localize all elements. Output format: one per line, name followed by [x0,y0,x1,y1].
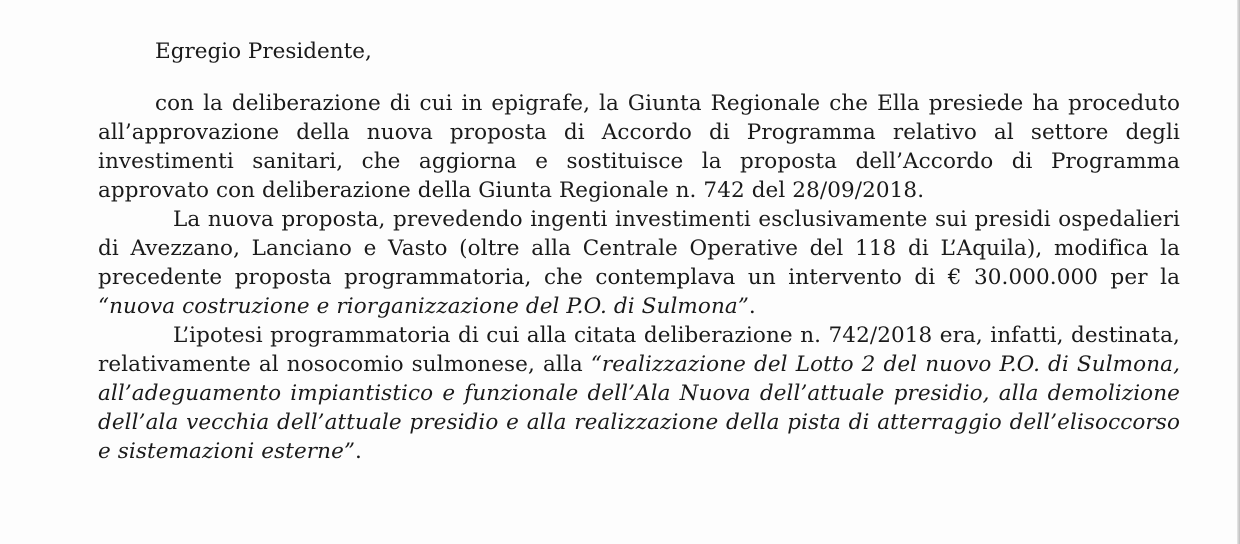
paragraph-1: con la deliberazione di cui in epigrafe, la Giunta Regionale che Ella presiede ha proceduto all’approvazione della nuova proposta di Accordo di Programma relativo al settore degli investimenti sanitari, che aggiorna e sostituisce la proposta dell’Accordo di Programma approvato con deliberazione della Giunta Regionale n. 742 del 28/09/2018. [98,91,1180,203]
letter-body [98,89,1180,466]
paragraph-2-quote: “nuova costruzione e riorganizzazione del P.O. di Sulmona” [98,294,749,319]
paragraph-3-end: . [355,439,362,464]
paragraph-3-text: L’ipotesi programmatoria di cui alla citata deliberazione n. 742/2018 era, infatti, destinata, relativamente al nosocomio sulmonese, alla [98,323,1180,377]
paragraph-2-end: . [748,294,756,319]
paragraph-3-quote: “realizzazione del Lotto 2 del nuovo P.O. di Sulmona, all’adeguamento impiantistico e funzionale dell’Ala Nuova dell’attuale presidio, alla demolizione dell’ala vecchia dell’attuale presidio e alla realizzazione della pista di atterraggio dell’elisoccorso e sistemazioni esterne” [98,352,1181,464]
salutation: Egregio Presidente, [155,39,372,64]
paragraph-2 [98,205,1180,321]
paragraph-2-text: La nuova proposta, prevedendo ingenti investimenti esclusivamente sui presidi ospedalieri di Avezzano, Lanciano e Vasto (oltre alla Centrale Operative del 118 di L’Aquila), modifica la precedente proposta programmatoria, che contemplava un intervento di € 30.000.000 per la [98,207,1180,290]
paragraph-3 [98,321,1180,466]
